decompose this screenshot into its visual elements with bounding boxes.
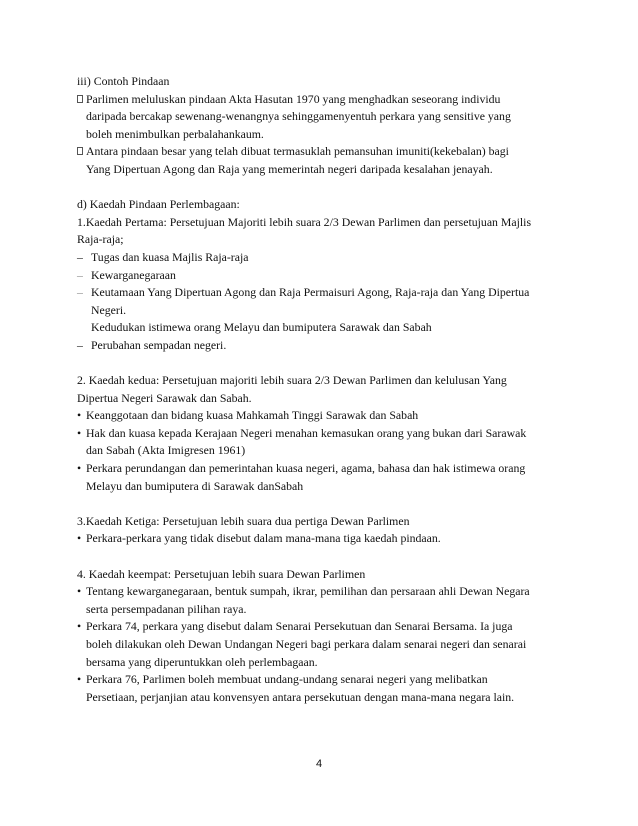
text-line: Yang Dipertuan Agong dan Raja yang memerintah negeri daripada kesalahan jenayah. (86, 161, 493, 176)
text-line: daripada bercakap sewenang-wenangnya sehinggamenyentuh perkara yang sensitive yang (86, 109, 511, 124)
list-item (77, 249, 577, 267)
list-item (77, 284, 577, 319)
bullet-icon: • (77, 619, 82, 634)
text-line: 1.Kaedah Pertama: Persetujuan Majoriti lebih suara 2/3 Dewan Parlimen dan persetujuan Majlis (77, 214, 532, 229)
bullet-icon: • (77, 425, 82, 440)
list-item (77, 91, 577, 144)
text-line: Perkara-perkara yang tidak disebut dalam mana-mana tiga kaedah pindaan. (86, 531, 441, 546)
text-line: Parlimen meluluskan pindaan Akta Hasutan 1970 yang menghadkan seseorang individu (86, 91, 501, 106)
bullet-icon: • (77, 531, 82, 546)
text-line: Negeri. (91, 302, 127, 317)
list-item (77, 319, 577, 337)
text-line: 3.Kaedah Ketiga: Persetujuan lebih suara dua pertiga Dewan Parlimen (77, 513, 410, 528)
bullet-icon: • (77, 408, 82, 423)
list-item (77, 267, 577, 285)
bullet-icon: • (77, 461, 82, 476)
text-line: 2. Kaedah kedua: Persetujuan majoriti lebih suara 2/3 Dewan Parlimen dan kelulusan Yang (77, 373, 507, 388)
list-item (77, 618, 577, 671)
text-line: bersama yang diperuntukkan oleh perlembagaan. (86, 654, 318, 669)
list-item (77, 337, 577, 355)
dash-icon: – (77, 285, 83, 300)
list-item (77, 425, 577, 460)
list-item (77, 530, 577, 548)
text-line: Kewarganegaraan (91, 267, 176, 282)
bullet-icon: • (77, 584, 82, 599)
text-line: boleh menimbulkan perbalahankaum. (86, 126, 264, 141)
text-line: Persetiaan, perjanjian atau konvensyen antara persekutuan dengan mana-mana negara lain. (86, 689, 515, 704)
text-line: Kedudukan istimewa orang Melayu dan bumiputera Sarawak dan Sabah (91, 320, 432, 335)
list-item (77, 583, 577, 618)
text-line: Tugas dan kuasa Majlis Raja-raja (91, 249, 249, 264)
text-line: Melayu dan bumiputera di Sarawak danSabah (86, 478, 304, 493)
list-item (77, 671, 577, 706)
text-line: Dipertua Negeri Sarawak dan Sabah. (77, 390, 252, 405)
text-line: 4. Kaedah keempat: Persetujuan lebih suara Dewan Parlimen (77, 566, 366, 581)
text-line: Hak dan kuasa kepada Kerajaan Negeri menahan kemasukan orang yang bukan dari Sarawak (86, 425, 527, 440)
text-line: Keutamaan Yang Dipertuan Agong dan Raja Permaisuri Agong, Raja-raja dan Yang Dipertua (91, 285, 530, 300)
list-item (77, 460, 577, 495)
page-content (77, 73, 577, 706)
section-heading-kaedah-pindaan: d) Kaedah Pindaan Perlembagaan: (77, 197, 240, 212)
text-line: Perkara perundangan dan pemerintahan kuasa negeri, agama, bahasa dan hak istimewa orang (86, 461, 526, 476)
box-icon (77, 143, 86, 178)
text-line: boleh dilakukan oleh Dewan Undangan Negeri bagi perkara dalam senarai negeri dan senarai (86, 637, 527, 651)
section-heading-contoh-pindaan: iii) Contoh Pindaan (77, 74, 170, 88)
list-item (77, 407, 577, 425)
page-number: 4 (315, 758, 323, 770)
list-item (77, 143, 577, 178)
text-line: Raja-raja; (77, 232, 124, 247)
text-line: Keanggotaan dan bidang kuasa Mahkamah Tinggi Sarawak dan Sabah (86, 408, 419, 423)
dash-icon: – (77, 249, 83, 264)
text-line: Tentang kewarganegaraan, bentuk sumpah, ikrar, pemilihan dan persaraan ahli Dewan Negara (86, 584, 530, 599)
dash-icon: – (77, 267, 83, 282)
text-line: serta persempadanan pilihan raya. (86, 601, 247, 616)
text-line: Perkara 74, perkara yang disebut dalam Senarai Persekutuan dan Senarai Bersama. Ia juga (86, 619, 513, 634)
text-line: Perkara 76, Parlimen boleh membuat undang-undang senarai negeri yang melibatkan (86, 672, 488, 687)
box-icon (77, 91, 86, 144)
text-line: Antara pindaan besar yang telah dibuat termasuklah pemansuhan imuniti(kekebalan) bagi (86, 144, 509, 159)
bullet-icon: • (77, 672, 82, 687)
text-line: Perubahan sempadan negeri. (91, 337, 227, 352)
text-line: dan Sabah (Akta Imigresen 1961) (86, 443, 246, 458)
dash-icon: – (77, 337, 83, 352)
